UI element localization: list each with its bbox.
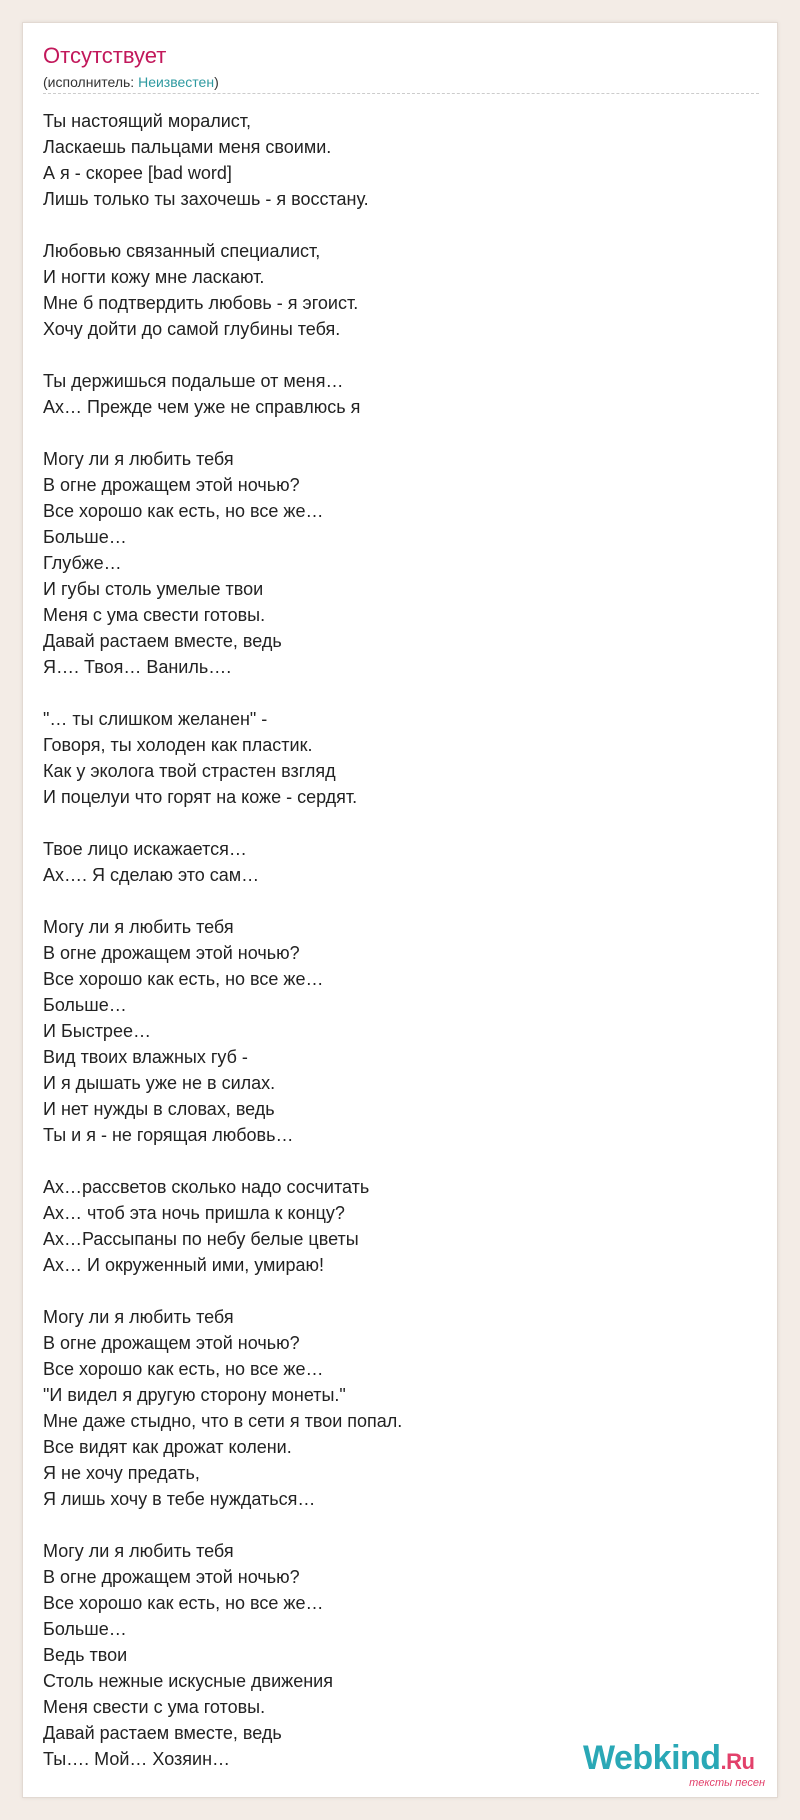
lyric-line	[43, 680, 759, 706]
lyric-line: Как у эколога твой страстен взгляд	[43, 761, 336, 781]
lyric-line: Ах…Рассыпаны по небу белые цветы	[43, 1229, 359, 1249]
lyric-line: Давай растаем вместе, ведь	[43, 631, 282, 651]
lyric-line: Ах… чтоб эта ночь пришла к концу?	[43, 1203, 345, 1223]
lyric-line: Любовью связанный специалист,	[43, 241, 321, 261]
lyric-line: Твое лицо искажается…	[43, 839, 247, 859]
title-divider	[43, 93, 759, 94]
lyric-line	[43, 342, 759, 368]
lyric-line: Больше…	[43, 1619, 127, 1639]
lyric-line: Больше…	[43, 527, 127, 547]
lyric-line: Все хорошо как есть, но все же…	[43, 1593, 324, 1613]
lyric-line: В огне дрожащем этой ночью?	[43, 1333, 300, 1353]
lyric-line: "И видел я другую сторону монеты."	[43, 1385, 346, 1405]
lyric-line: Столь нежные искусные движения	[43, 1671, 333, 1691]
lyric-line: Лишь только ты захочешь - я восстану.	[43, 189, 369, 209]
lyric-line: Я лишь хочу в тебе нуждаться…	[43, 1489, 316, 1509]
lyric-line: Все хорошо как есть, но все же…	[43, 969, 324, 989]
logo-subtitle: тексты песен	[689, 1777, 765, 1789]
lyric-line: Все видят как дрожат колени.	[43, 1437, 292, 1457]
lyric-line: Могу ли я любить тебя	[43, 1307, 234, 1327]
lyric-line: Ласкаешь пальцами меня своими.	[43, 137, 332, 157]
lyric-line	[43, 1148, 759, 1174]
lyric-line: Глубже…	[43, 553, 122, 573]
lyric-line: Ты настоящий моралист,	[43, 111, 252, 131]
lyric-line: Ты…. Мой… Хозяин…	[43, 1749, 231, 1769]
lyric-line: Могу ли я любить тебя	[43, 1541, 234, 1561]
lyric-line: В огне дрожащем этой ночью?	[43, 1567, 300, 1587]
artist-suffix: )	[214, 74, 219, 90]
lyric-line	[43, 420, 759, 446]
lyric-line: Меня свести с ума готовы.	[43, 1697, 266, 1717]
lyric-line: Вид твоих влажных губ -	[43, 1047, 248, 1067]
artist-link[interactable]: Неизвестен	[138, 74, 215, 90]
lyric-line: Могу ли я любить тебя	[43, 449, 234, 469]
lyric-line: Говоря, ты холоден как пластик.	[43, 735, 313, 755]
lyric-line: Ведь твои	[43, 1645, 128, 1665]
lyric-line: Я…. Твоя… Ваниль….	[43, 657, 232, 677]
lyric-line: А я - скорее [bad word]	[43, 163, 232, 183]
lyric-line	[43, 1512, 759, 1538]
artist-prefix: (исполнитель:	[43, 74, 139, 90]
lyric-line	[43, 810, 759, 836]
lyric-line: Все хорошо как есть, но все же…	[43, 1359, 324, 1379]
lyrics-text	[43, 108, 759, 1772]
lyrics-card	[22, 22, 778, 1798]
lyric-line: Хочу дойти до самой глубины тебя.	[43, 319, 341, 339]
lyric-line: И Быстрее…	[43, 1021, 151, 1041]
lyric-line: В огне дрожащем этой ночью?	[43, 943, 300, 963]
lyric-line: Ах… И окруженный ими, умираю!	[43, 1255, 325, 1275]
lyric-line: И ногти кожу мне ласкают.	[43, 267, 265, 287]
lyric-line: И я дышать уже не в силах.	[43, 1073, 276, 1093]
lyric-line	[43, 888, 759, 914]
logo-main-text: Webkind	[583, 1739, 721, 1777]
logo-tld: .Ru	[720, 1749, 755, 1774]
logo-wordmark	[583, 1739, 755, 1778]
lyric-line: Могу ли я любить тебя	[43, 917, 234, 937]
lyric-line: Давай растаем вместе, ведь	[43, 1723, 282, 1743]
lyric-line: Ах… Прежде чем уже не справлюсь я	[43, 397, 361, 417]
lyric-line: Мне даже стыдно, что в сети я твои попал.	[43, 1411, 403, 1431]
lyric-line: И поцелуи что горят на коже - сердят.	[43, 787, 358, 807]
lyric-line	[43, 212, 759, 238]
lyric-line: Все хорошо как есть, но все же…	[43, 501, 324, 521]
lyric-line: Я не хочу предать,	[43, 1463, 200, 1483]
lyric-line	[43, 1278, 759, 1304]
lyric-line: Больше…	[43, 995, 127, 1015]
lyric-line: "… ты слишком желанен" -	[43, 709, 268, 729]
lyric-line: Ах…рассветов сколько надо сосчитать	[43, 1177, 370, 1197]
lyric-line: И губы столь умелые твои	[43, 579, 264, 599]
lyric-line: Ах…. Я сделаю это сам…	[43, 865, 260, 885]
artist-line	[43, 74, 219, 90]
lyric-line: Меня с ума свести готовы.	[43, 605, 266, 625]
lyric-line: Мне б подтвердить любовь - я эгоист.	[43, 293, 359, 313]
lyric-line: Ты держишься подальше от меня…	[43, 371, 344, 391]
lyric-line: И нет нужды в словах, ведь	[43, 1099, 275, 1119]
song-title: Отсутствует	[43, 43, 167, 68]
site-logo[interactable]	[583, 1739, 793, 1789]
lyric-line: В огне дрожащем этой ночью?	[43, 475, 300, 495]
lyric-line: Ты и я - не горящая любовь…	[43, 1125, 294, 1145]
